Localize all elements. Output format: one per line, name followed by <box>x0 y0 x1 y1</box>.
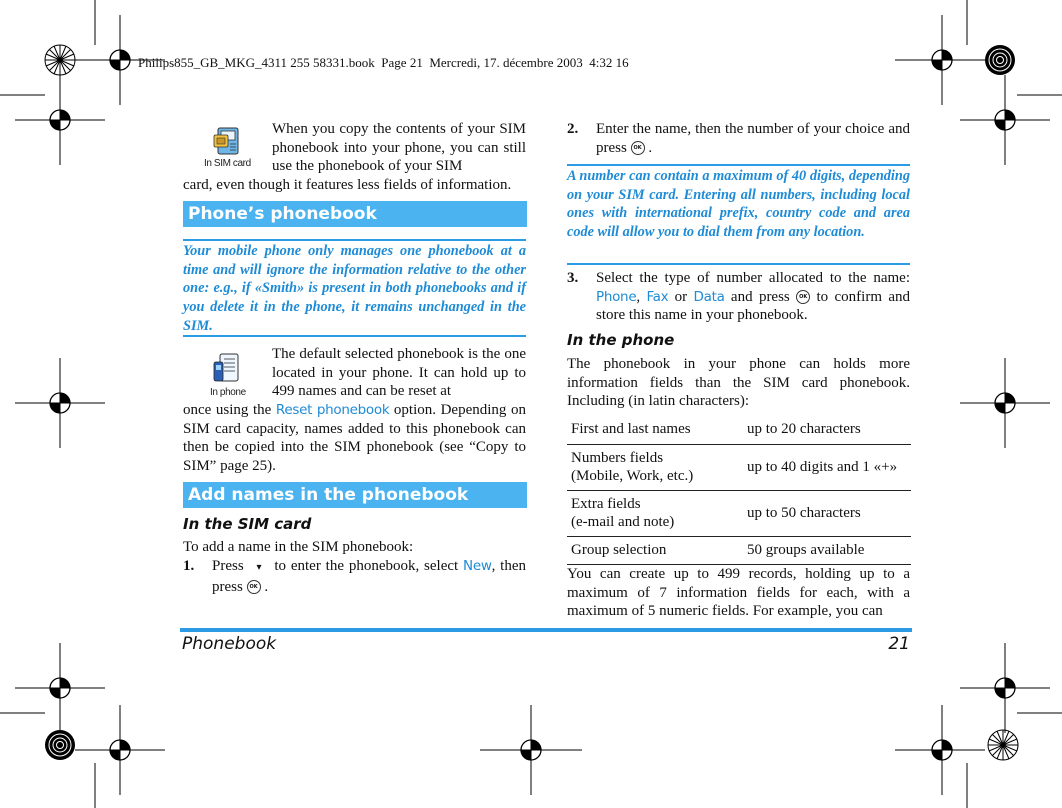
phone-paragraph: The phonebook in your phone can holds more information fields than the SIM card phonebook. Including (in latin characters): <box>567 356 910 410</box>
header-date: Mercredi, 17. décembre 2003 <box>429 55 583 70</box>
subhead-in-phone: In the phone <box>567 331 675 349</box>
table-row <box>567 414 911 444</box>
default-paragraph-bottom <box>183 401 526 475</box>
step-1-number: 1. <box>183 558 195 574</box>
closing-paragraph: You can create up to 499 records, holding up to a maximum of 7 information fields for each, with a maximum of 5 numeric fields. For example, you can <box>567 566 910 620</box>
field-name: First and last names <box>567 414 743 444</box>
reset-phonebook-option: Reset phonebook <box>275 402 390 418</box>
step-1-text-b: to enter the phonebook, select <box>269 558 464 574</box>
intro-paragraph-top <box>272 120 526 176</box>
field-limit: 50 groups available <box>743 536 911 564</box>
note-number-length: A number can contain a maximum of 40 digits, depending on your SIM card. Entering all numbers, including local ones with international prefix, country code and area code will allow you to dial them from any location. <box>567 168 910 241</box>
step-1-text-d: . <box>260 578 269 595</box>
new-option: New <box>463 558 492 574</box>
phone-icon <box>212 353 242 385</box>
note2-rule-top <box>567 164 910 166</box>
intro-text-continued: card, even though it features less fields of information. <box>183 177 512 193</box>
field-name: Group selection <box>567 536 743 564</box>
intro-text: When you copy the contents of your SIM phonebook into your phone, you can still use the phonebook of your SIM <box>272 121 526 175</box>
header-time: 4:32 16 <box>589 55 629 70</box>
subhead-in-sim-card: In the SIM card <box>183 515 312 533</box>
step-1-text-c: , then press <box>212 558 526 595</box>
step-1-text-a: Press <box>212 558 249 574</box>
section-phones-phonebook: Phone’s phonebook <box>183 201 527 227</box>
option-phone: Phone <box>596 288 637 305</box>
note-rule-bottom <box>183 335 526 337</box>
step-3-text-b: and press <box>724 288 797 305</box>
table-row <box>567 444 911 490</box>
header-page: Page 21 <box>381 55 423 70</box>
note-one-phonebook: Your mobile phone only manages one phonebook at a time and will ignore the information relative to the other one: e.g., if «Smith» is present in both phonebooks and if you delete it in the phone, it remains unchanged in the SIM. <box>183 243 526 334</box>
sim-card-icon <box>212 126 242 156</box>
sim-card-icon-label: In SIM card <box>204 158 251 169</box>
option-data: Data <box>693 288 725 305</box>
footer-chapter-title: Phonebook <box>182 634 277 654</box>
down-key-icon: ▾ <box>256 562 262 573</box>
step-2 <box>567 120 910 160</box>
note2-rule-bottom <box>567 263 910 265</box>
footer-rule <box>180 628 912 632</box>
section-add-names: Add names in the phonebook <box>183 482 527 508</box>
step-3-sep: , <box>636 288 647 305</box>
print-header <box>138 55 629 71</box>
note-rule-top <box>183 239 526 241</box>
fields-table <box>567 414 911 565</box>
ok-key-icon: OK <box>247 580 261 594</box>
field-name: Numbers fields (Mobile, Work, etc.) <box>567 444 743 490</box>
step-3-number: 3. <box>567 270 579 286</box>
default-paragraph-top <box>272 345 526 401</box>
table-row <box>567 536 911 564</box>
table-row <box>567 490 911 536</box>
sim-intro: To add a name in the SIM phonebook: <box>183 539 414 555</box>
step-3-or: or <box>668 288 694 305</box>
step-3-text-c: to confirm and store this name in your phonebook. <box>596 288 910 324</box>
step-3-text-a: Select the type of number allocated to the name: <box>596 270 910 286</box>
step-2-text-b: . <box>644 139 653 156</box>
option-fax: Fax <box>646 288 669 305</box>
field-limit: up to 50 characters <box>743 490 911 536</box>
footer-page-number: 21 <box>888 634 910 654</box>
step-1 <box>183 557 526 597</box>
phone-icon-label: In phone <box>210 387 246 398</box>
ok-key-icon: OK <box>631 141 645 155</box>
default-text: The default selected phonebook is the one located in your phone. It can hold up to 499 names and can be reset at <box>272 346 526 400</box>
intro-paragraph-bottom <box>183 176 526 195</box>
default-text-tail: option. Depending on SIM card capacity, names added to this phonebook can then be copied into the SIM phonebook (see “Copy to SIM” page 25). <box>183 402 526 474</box>
ok-key-icon: OK <box>796 290 810 304</box>
step-3 <box>567 269 910 329</box>
field-name: Extra fields (e-mail and note) <box>567 490 743 536</box>
default-text-continued: once using the <box>183 402 276 418</box>
field-limit: up to 20 characters <box>743 414 911 444</box>
step-2-number: 2. <box>567 121 579 137</box>
step-2-text-a: Enter the name, then the number of your choice and press <box>596 121 910 156</box>
field-limit: up to 40 digits and 1 «+» <box>743 444 911 490</box>
header-filename: Philips855_GB_MKG_4311 255 58331.book <box>138 55 375 70</box>
